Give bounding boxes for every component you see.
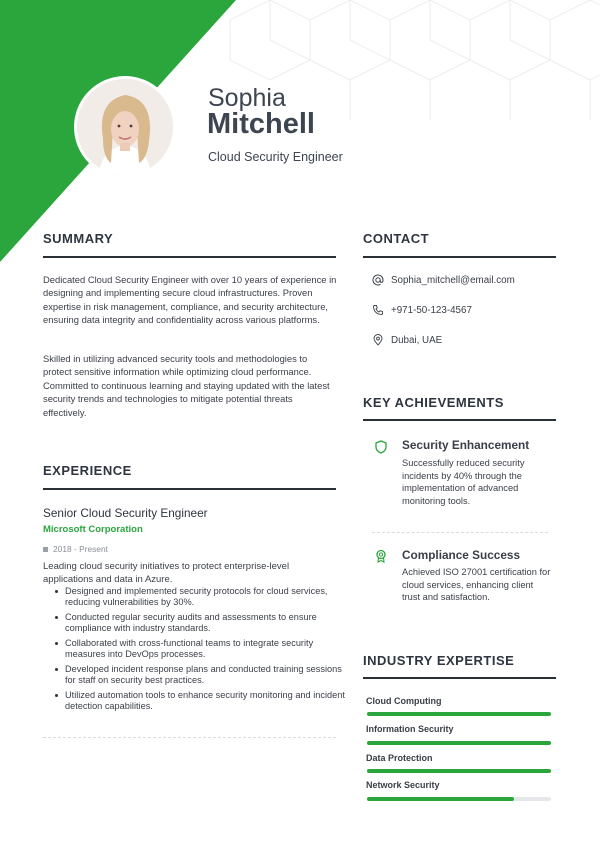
job-period-text: 2018 - Present xyxy=(53,544,108,554)
location-text: Dubai, UAE xyxy=(391,334,443,346)
job-title: Senior Cloud Security Engineer xyxy=(43,506,208,520)
achievement-title: Compliance Success xyxy=(402,548,521,562)
contact-heading: CONTACT xyxy=(363,231,430,246)
first-name: Sophia xyxy=(208,84,286,112)
skill-bar-fill xyxy=(367,797,514,801)
job-period xyxy=(43,544,108,554)
list-item: Utilized automation tools to enhance security monitoring and incident detection capabilities. xyxy=(65,690,345,712)
list-item: Collaborated with cross-functional teams to integrate security measures into DevOps processes. xyxy=(65,638,345,660)
skill-bar xyxy=(367,797,551,801)
shield-icon xyxy=(374,440,388,454)
achievement-description: Successfully reduced security incidents by 40% through the implementation of advanced monitoring tools. xyxy=(402,458,525,506)
skill-bar-fill xyxy=(367,712,551,716)
phone-icon xyxy=(372,304,384,316)
experience-rule xyxy=(43,488,336,490)
email-text: Sophia_mitchell@email.com xyxy=(391,274,515,286)
at-icon xyxy=(372,274,384,286)
profile-photo xyxy=(77,79,173,175)
skill-bar-fill xyxy=(367,769,551,773)
summary-rule xyxy=(43,256,336,258)
job-description: Leading cloud security initiatives to protect enterprise-level applications and data in Azure. xyxy=(43,561,290,585)
skill-label: Cloud Computing xyxy=(366,696,442,706)
job-role: Cloud Security Engineer xyxy=(208,150,343,164)
skill-label: Network Security xyxy=(366,780,440,790)
phone-text: +971-50-123-4567 xyxy=(391,304,472,316)
achievements-rule xyxy=(363,419,556,421)
skill-bar xyxy=(367,769,551,773)
contact-rule xyxy=(363,256,556,258)
contact-location xyxy=(372,334,442,346)
award-icon xyxy=(374,549,388,563)
summary-paragraph-2: Skilled in utilizing advanced security tools and methodologies to protect sensitive information while optimizing cloud performance. Committed to continuous learning and staying updated with the latest security trends and technologies to mitigate potential threats effectively. xyxy=(43,353,330,418)
expertise-heading: INDUSTRY EXPERTISE xyxy=(363,653,515,668)
skill-bar xyxy=(367,712,551,716)
achievement-title: Security Enhancement xyxy=(402,438,530,452)
skill-label: Data Protection xyxy=(366,753,433,763)
summary-heading: SUMMARY xyxy=(43,231,114,246)
skill-bar-fill xyxy=(367,741,551,745)
list-item: Developed incident response plans and conducted training sessions for staff on security best practices. xyxy=(65,664,345,686)
achievement-divider xyxy=(372,532,548,533)
skill-bar xyxy=(367,741,551,745)
list-item: Designed and implemented security protocols for cloud services, reducing vulnerabilities by 30%. xyxy=(65,586,345,608)
achievements-heading: KEY ACHIEVEMENTS xyxy=(363,395,504,410)
location-pin-icon xyxy=(372,334,384,346)
calendar-icon xyxy=(43,547,48,552)
contact-email[interactable] xyxy=(372,274,515,286)
expertise-rule xyxy=(363,677,556,679)
summary-paragraph-1: Dedicated Cloud Security Engineer with over 10 years of experience in designing and implementing secure cloud infrastructures. Proven expertise in risk management, compliance, and security architecture, ensuring data integrity and confidentiality across various platforms. xyxy=(43,274,337,326)
list-item: Conducted regular security audits and assessments to ensure compliance with industry standards. xyxy=(65,612,345,634)
experience-divider xyxy=(43,737,336,738)
achievement-description: Achieved ISO 27001 certification for cloud services, enhancing client trust and satisfaction. xyxy=(402,567,551,603)
skill-label: Information Security xyxy=(366,724,454,734)
company-name: Microsoft Corporation xyxy=(43,524,143,535)
contact-phone[interactable] xyxy=(372,304,472,316)
job-bullets xyxy=(55,586,345,716)
last-name: Mitchell xyxy=(207,108,315,140)
experience-heading: EXPERIENCE xyxy=(43,463,132,478)
